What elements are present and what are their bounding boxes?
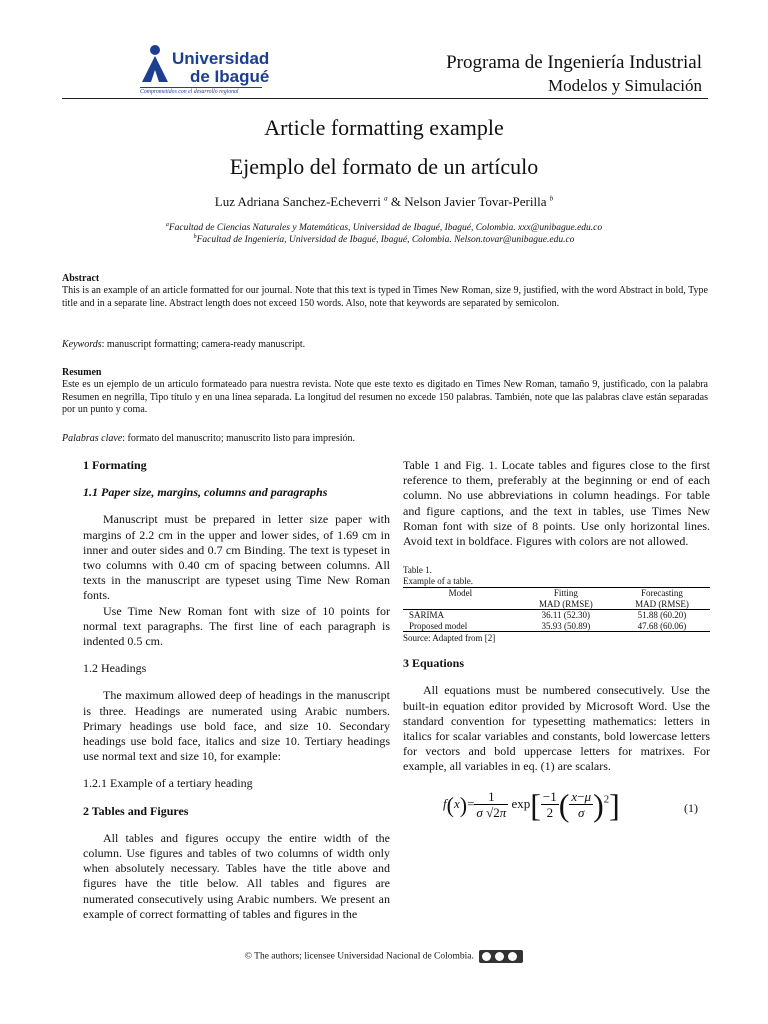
table-header-cell: Model bbox=[448, 588, 473, 599]
keywords-line bbox=[62, 339, 708, 351]
resumen-text: Este es un ejemplo de un articulo formateado para nuestra revista. Note que este texto es digitado en Times New Roman, tamaño 9, justificado, con la palabra Resumen en negrilla, Tipo título y en una línea separada. La longitud del resumen no excede 150 palabras. También, note que las palabras clave están separadas por un punto y coma. bbox=[62, 379, 708, 416]
license-text: © The authors; licensee Universidad Nacional de Colombia. bbox=[244, 951, 474, 962]
table-subheader-row bbox=[403, 599, 710, 610]
table-cell: 51.88 (60.20) bbox=[637, 610, 687, 621]
affiliation-text: Facultad de Ciencias Naturales y Matemáticas, Universidad de Ibagué, Ibagué, Colombia. xxx@unibague.edu.co bbox=[168, 223, 603, 234]
paragraph: Use Time New Roman font with size of 10 points for normal text paragraphs. The first line of each paragraph is indented 0.5 cm. bbox=[83, 603, 390, 649]
affiliation-mark: b bbox=[549, 194, 554, 203]
author-separator: & bbox=[387, 194, 405, 209]
affiliation-a bbox=[0, 222, 768, 233]
affiliation-b bbox=[0, 234, 768, 245]
logo-tagline: Comprometidos con el desarrollo regional bbox=[140, 87, 262, 95]
affiliation-mark: a bbox=[384, 194, 388, 203]
paragraph: Table 1 and Fig. 1. Locate tables and figures close to the first reference to them, preferably at the beginning or end of each column. No use abbreviations in column headings. For table and figure captions, and the text in tables, use Times New Roman font with size of 8 points. Use only horizontal lines. Avoid text in boldface. Figures with colors are not allowed. bbox=[403, 458, 710, 549]
paragraph: Manuscript must be prepared in letter size paper with margins of 2.2 cm in the upper and lower sides, of 1.69 cm in inner and outer sides and 0.7 cm Binding. The text is typeset in two columns with 0.40 cm of spacing between columns. All texts in the manuscript are typeset using Time New Roman fonts. bbox=[83, 512, 390, 603]
table-source: Source: Adapted from [2] bbox=[403, 633, 496, 644]
keywords-text: : manuscript formatting; camera-ready manuscript. bbox=[101, 339, 306, 350]
table-cell: SARIMA bbox=[409, 610, 445, 621]
table-row bbox=[403, 621, 710, 632]
affiliation-mark: a bbox=[165, 222, 169, 228]
author-list bbox=[0, 194, 768, 210]
table-row bbox=[403, 610, 710, 621]
paragraph: All tables and figures occupy the entire width of the column. Use figures and tables of two columns of width only when absolutely necessary. Tables have the title above and figures have the title below. All tables and figures are numerated consecutively using Arabic numbers. We present an example of correct formatting of tables and figures in the bbox=[83, 830, 390, 921]
header-rule bbox=[62, 98, 708, 99]
abstract-section bbox=[62, 273, 708, 310]
table-label: Table 1. bbox=[403, 565, 432, 576]
section-heading: 3 Equations bbox=[403, 656, 465, 671]
equation-block bbox=[403, 786, 710, 835]
table-cell: 47.68 (60.06) bbox=[614, 621, 710, 632]
table-header-cell: MAD (RMSE) bbox=[614, 599, 710, 610]
author-name: Luz Adriana Sanchez-Echeverri bbox=[214, 194, 381, 209]
palabras-clave-label: Palabras clave bbox=[62, 433, 123, 444]
table-caption bbox=[403, 565, 710, 587]
equation-formula: f(x)= $\frac{1}{\sigma √2\pi}$ exp[ $\frac{-1}{2}$ ( $\frac{x-\mu}{\sigma}$ )$^2$] bbox=[443, 786, 620, 823]
keywords-label: Keywords bbox=[62, 339, 102, 350]
table-title: Example of a table. bbox=[403, 576, 473, 587]
program-name: Programa de Ingeniería Industrial bbox=[446, 52, 702, 73]
left-column bbox=[83, 458, 390, 922]
resumen-section bbox=[62, 367, 708, 417]
table-cell: Proposed model bbox=[403, 621, 518, 632]
tertiary-heading: 1.2.1 Example of a tertiary heading bbox=[83, 776, 253, 791]
title-english: Article formatting example bbox=[264, 115, 504, 140]
author-name: Nelson Javier Tovar-Perilla bbox=[404, 194, 547, 209]
table-header-cell bbox=[403, 599, 518, 610]
logo-text-line1: Universidad bbox=[172, 49, 270, 68]
university-emblem-icon bbox=[138, 44, 174, 84]
creative-commons-badge-icon bbox=[479, 950, 523, 963]
course-name: Modelos y Simulación bbox=[548, 76, 702, 95]
paragraph: All equations must be numbered consecutively. Use the built-in equation editor provided by Microsoft Word. Use the standard convention for typesetting mathematics: letters in italics for scalar variables and constants, bold lowercase letters for vectors and bold uppercase letters for matrixes. For example, all variables in eq. (1) are scalars. bbox=[403, 683, 710, 774]
resumen-heading: Resumen bbox=[62, 367, 102, 378]
logo-text-line2: de Ibagué bbox=[190, 67, 270, 86]
data-table bbox=[403, 587, 710, 632]
palabras-clave-text: : formato del manuscrito; manuscrito listo para impresión. bbox=[122, 433, 355, 444]
affiliation-text: Facultad de Ingeniería, Universidad de Ibagué, Ibagué, Colombia. Nelson.tovar@unibague.edu.co bbox=[196, 235, 575, 246]
subsection-heading: 1.1 Paper size, margins, columns and paragraphs bbox=[83, 485, 328, 500]
title-spanish: Ejemplo del formato de un artículo bbox=[229, 154, 539, 179]
section-heading: 1 Formating bbox=[83, 458, 147, 472]
subsection-heading: 1.2 Headings bbox=[83, 661, 147, 676]
table-cell: 36.11 (52.30) bbox=[541, 610, 591, 621]
table-cell: 35.93 (50.89) bbox=[518, 621, 614, 632]
table-header-cell: MAD (RMSE) bbox=[518, 599, 614, 610]
footer bbox=[0, 950, 768, 963]
paragraph: The maximum allowed deep of headings in the manuscript is three. Headings are numerated using Arabic numbers. Primary headings use bold face, and size 10. Secondary headings use bold face, italics and size 10. Tertiary headings use normal text and size 10, for example: bbox=[83, 688, 390, 764]
palabras-clave-line bbox=[62, 433, 708, 445]
section-heading: 2 Tables and Figures bbox=[83, 803, 189, 818]
table-header-row bbox=[403, 588, 710, 599]
abstract-text: This is an example of an article formatted for our journal. Note that this text is typed in Times New Roman, size 9, justified, with the word Abstract in bold, Type title and in a separate line. Abstract length does not exceed 150 words. Also, note that keywords are separated by semicolon. bbox=[62, 285, 708, 309]
right-column bbox=[403, 458, 710, 835]
table-header-cell: Forecasting bbox=[640, 588, 683, 599]
table-header-cell: Fitting bbox=[553, 588, 578, 599]
equation-number: (1) bbox=[684, 800, 698, 815]
abstract-heading: Abstract bbox=[62, 273, 100, 284]
affiliation-mark: b bbox=[193, 234, 197, 240]
university-logo bbox=[138, 44, 268, 96]
